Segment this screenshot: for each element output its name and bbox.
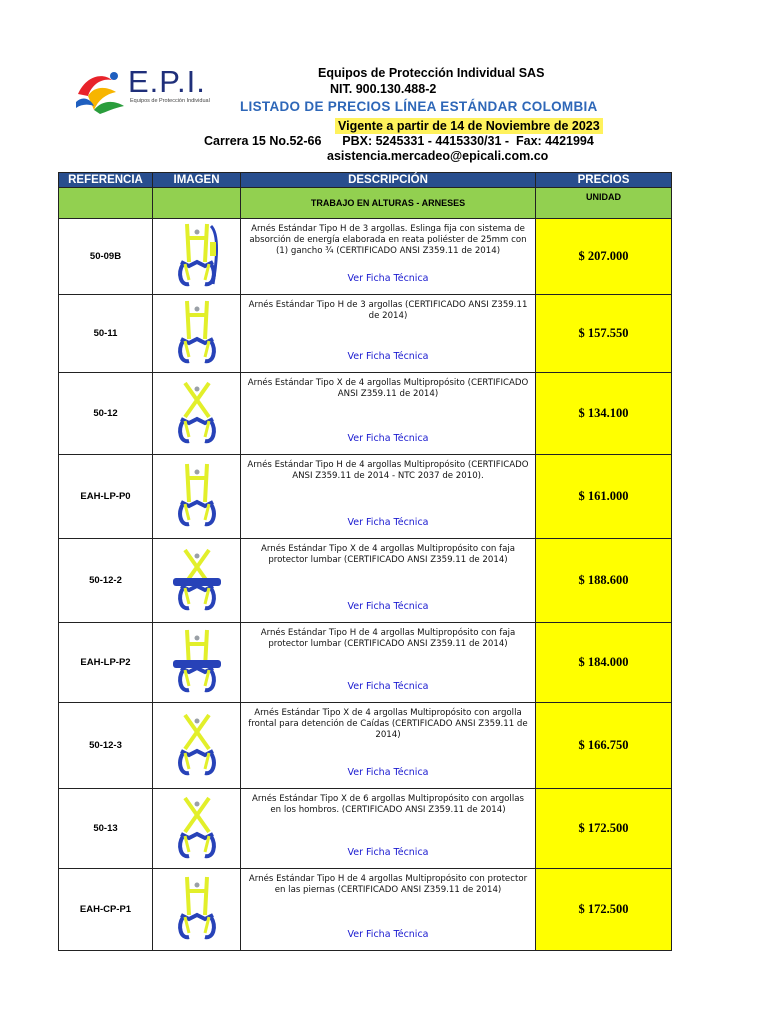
tech-sheet-link[interactable]: Ver Ficha Técnica (347, 351, 429, 362)
unit-label: UNIDAD (536, 188, 672, 219)
section-title: TRABAJO EN ALTURAS - ARNESES (241, 188, 536, 219)
tech-sheet-link[interactable]: Ver Ficha Técnica (347, 601, 429, 612)
harness-x-belt-icon (167, 544, 227, 614)
tech-sheet-link[interactable]: Ver Ficha Técnica (347, 433, 429, 444)
harness-h-lanyard-icon (167, 220, 227, 290)
description-cell (241, 869, 536, 951)
company-nit: NIT. 900.130.488-2 (330, 82, 437, 96)
product-image (153, 295, 241, 373)
description-cell (241, 539, 536, 623)
price-cell: $ 188.600 (536, 539, 672, 623)
table-row (59, 789, 672, 869)
table-row (59, 455, 672, 539)
description-cell (241, 623, 536, 703)
table-row (59, 295, 672, 373)
product-image (153, 539, 241, 623)
tech-sheet-link[interactable]: Ver Ficha Técnica (347, 273, 429, 284)
table-header-row (59, 173, 672, 188)
company-name: Equipos de Protección Individual SAS (318, 66, 545, 80)
tech-sheet-link[interactable]: Ver Ficha Técnica (347, 847, 429, 858)
table-row (59, 869, 672, 951)
description-text: Arnés Estándar Tipo H de 3 argollas (CERTIFICADO ANSI Z359.11 de 2014) (248, 300, 528, 321)
price-cell: $ 172.500 (536, 869, 672, 951)
logo-subtitle: Equipos de Protección Individual (130, 98, 210, 104)
description-cell (241, 455, 536, 539)
product-image (153, 703, 241, 789)
harness-h-icon (167, 297, 227, 367)
price-cell: $ 207.000 (536, 219, 672, 295)
reference-cell: 50-12-3 (59, 703, 153, 789)
product-image (153, 373, 241, 455)
section-row (59, 188, 672, 219)
harness-h-belt-icon (167, 626, 227, 696)
description-cell (241, 703, 536, 789)
tech-sheet-link[interactable]: Ver Ficha Técnica (347, 929, 429, 940)
column-header-precios: PRECIOS (536, 173, 672, 188)
price-cell: $ 161.000 (536, 455, 672, 539)
table-row (59, 623, 672, 703)
product-image (153, 869, 241, 951)
logo-text: E.P.I. (128, 64, 206, 99)
table-row (59, 539, 672, 623)
reference-cell: 50-11 (59, 295, 153, 373)
reference-cell: 50-12-2 (59, 539, 153, 623)
harness-h-icon (167, 460, 227, 530)
product-image (153, 623, 241, 703)
table-row (59, 219, 672, 295)
product-image (153, 455, 241, 539)
harness-h-icon (167, 873, 227, 943)
reference-cell: EAH-LP-P2 (59, 623, 153, 703)
harness-x-icon (167, 377, 227, 447)
list-title: LISTADO DE PRECIOS LÍNEA ESTÁNDAR COLOMBIA (240, 99, 598, 114)
reference-cell: 50-13 (59, 789, 153, 869)
table-row (59, 703, 672, 789)
description-cell (241, 219, 536, 295)
section-spacer (153, 188, 241, 219)
reference-cell: 50-12 (59, 373, 153, 455)
description-text: Arnés Estándar Tipo X de 4 argollas Multipropósito con faja protector lumbar (CERTIFICADO ANSI Z359.11 de 2014) (260, 544, 515, 565)
validity-date: Vigente a partir de 14 de Noviembre de 2023 (335, 118, 603, 134)
reference-cell: 50-09B (59, 219, 153, 295)
description-cell (241, 789, 536, 869)
tech-sheet-link[interactable]: Ver Ficha Técnica (347, 681, 429, 692)
tech-sheet-link[interactable]: Ver Ficha Técnica (347, 517, 429, 528)
contact-address: Carrera 15 No.52-66 PBX: 5245331 - 4415330/31 - Fax: 4421994 (204, 134, 594, 148)
reference-cell: EAH-LP-P0 (59, 455, 153, 539)
tech-sheet-link[interactable]: Ver Ficha Técnica (347, 767, 429, 778)
column-header-referencia: REFERENCIA (59, 173, 153, 188)
price-cell: $ 172.500 (536, 789, 672, 869)
price-table (58, 172, 672, 951)
description-text: Arnés Estándar Tipo H de 4 argollas Multipropósito (CERTIFICADO ANSI Z359.11 de 2014 - NTC 2037 de 2010). (247, 460, 529, 481)
table-row (59, 373, 672, 455)
description-text: Arnés Estándar Tipo X de 6 argollas Multipropósito con argollas en los hombros. (CERTIFICADO ANSI Z359.11 de 2014) (252, 794, 524, 815)
description-cell (241, 295, 536, 373)
price-cell: $ 166.750 (536, 703, 672, 789)
harness-x-icon (167, 709, 227, 779)
reference-cell: EAH-CP-P1 (59, 869, 153, 951)
description-text: Arnés Estándar Tipo H de 4 argollas Multipropósito con protector en las piernas (CERTIFICADO ANSI Z359.11 de 2014) (248, 874, 528, 895)
harness-x-icon (167, 792, 227, 862)
description-text: Arnés Estándar Tipo H de 3 argollas. Eslinga fija con sistema de absorción de energía elaborada en reata poliéster de 25mm con (1) gancho ¾ (CERTIFICADO ANSI Z359.11 de 2014) (249, 224, 527, 256)
price-cell: $ 134.100 (536, 373, 672, 455)
description-text: Arnés Estándar Tipo H de 4 argollas Multipropósito con faja protector lumbar (CERTIFICADO ANSI Z359.11 de 2014) (260, 628, 516, 649)
column-header-descripcion: DESCRIPCIÓN (241, 173, 536, 188)
contact-email[interactable]: asistencia.mercadeo@epicali.com.co (327, 149, 549, 163)
description-cell (241, 373, 536, 455)
description-text: Arnés Estándar Tipo X de 4 argollas Multipropósito con argolla frontal para detención de Caídas (CERTIFICADO ANSI Z359.11 de 2014) (248, 708, 528, 740)
column-header-imagen: IMAGEN (153, 173, 241, 188)
price-cell: $ 157.550 (536, 295, 672, 373)
product-image (153, 219, 241, 295)
product-image (153, 789, 241, 869)
section-spacer (59, 188, 153, 219)
logo-mark-icon (72, 66, 130, 114)
price-cell: $ 184.000 (536, 623, 672, 703)
description-text: Arnés Estándar Tipo X de 4 argollas Multipropósito (CERTIFICADO ANSI Z359.11 de 2014) (247, 378, 529, 399)
